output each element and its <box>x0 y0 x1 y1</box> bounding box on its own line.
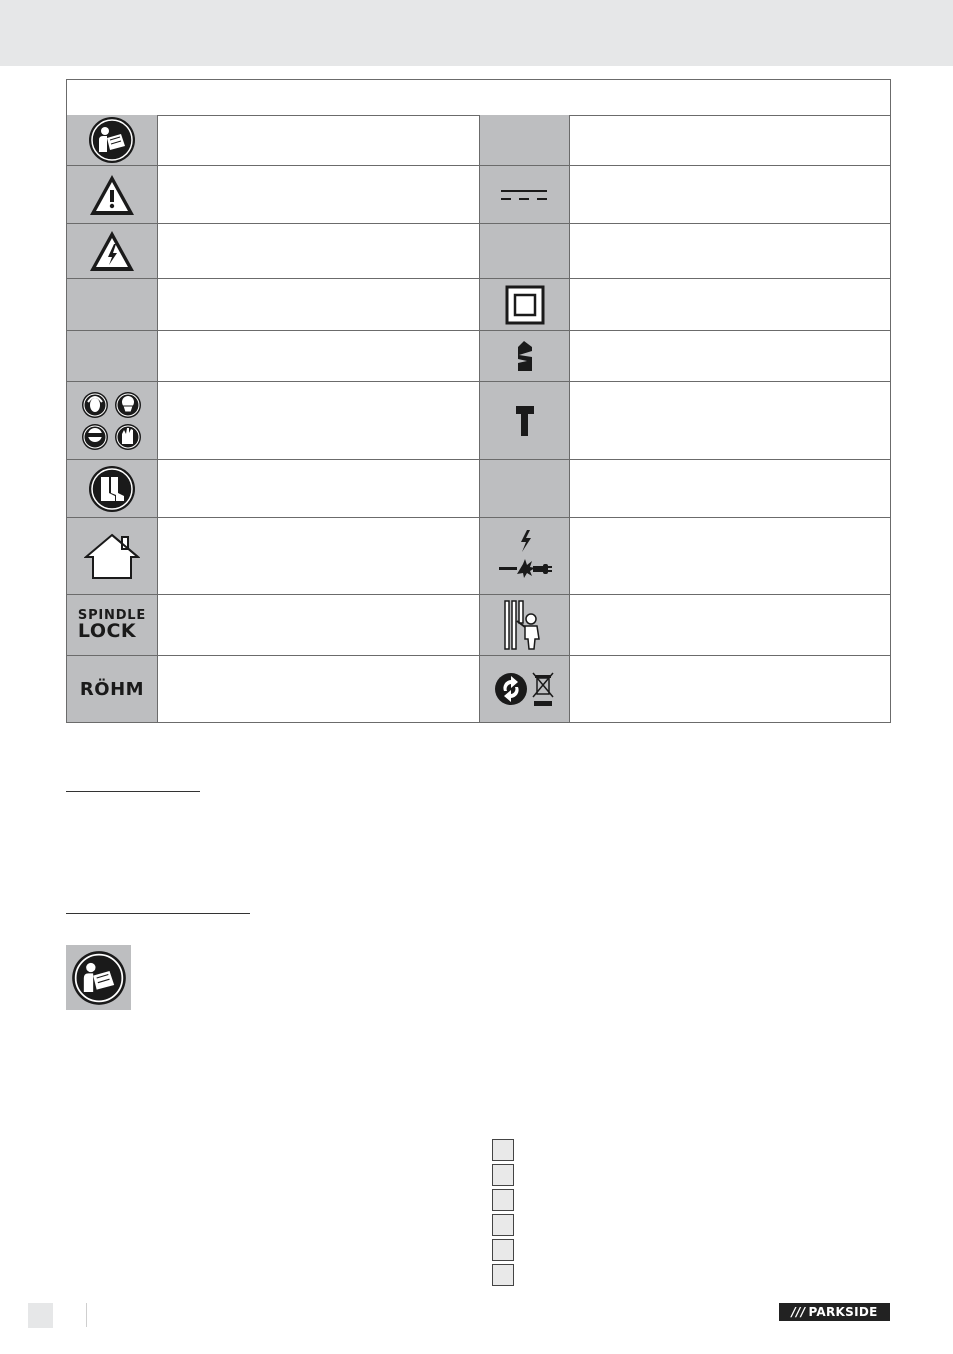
brand-name: PARKSIDE <box>808 1305 878 1319</box>
read-manual-notice-icon <box>66 945 131 1010</box>
blank-symbol-cell <box>480 115 570 165</box>
warning-triangle-icon <box>67 166 158 223</box>
brand-slashes: /// <box>791 1305 806 1319</box>
damaged-cable-icon <box>480 518 570 594</box>
parkside-logo <box>779 1303 890 1321</box>
symbol-row <box>67 224 890 279</box>
direct-current-icon <box>480 166 570 223</box>
symbol-description <box>158 115 480 165</box>
ppe-icons <box>67 382 158 459</box>
symbol-row <box>67 518 890 595</box>
symbol-description <box>570 224 890 278</box>
indoor-use-house-icon <box>67 518 158 594</box>
symbol-description <box>570 460 890 517</box>
symbol-description <box>570 166 890 223</box>
green-dot-recycling-icon <box>495 673 527 705</box>
symbol-description <box>158 595 480 655</box>
electric-shock-warning-icon <box>67 224 158 278</box>
symbol-row <box>67 115 890 166</box>
gloves-icon <box>115 424 141 450</box>
section-heading-underline <box>66 913 250 914</box>
spindle-lock-word2: LOCK <box>77 620 137 642</box>
spindle-lock-word1: SPINDLE <box>77 608 147 623</box>
checklist-box[interactable] <box>492 1164 514 1186</box>
blank-symbol-cell <box>67 279 158 330</box>
symbol-description <box>158 166 480 223</box>
symbol-row <box>67 656 890 722</box>
symbol-description <box>158 518 480 594</box>
blank-symbol-cell <box>67 331 158 381</box>
symbol-table <box>66 79 891 723</box>
symbol-row <box>67 382 890 460</box>
drill-mode-icon <box>480 331 570 381</box>
checklist-box[interactable] <box>492 1189 514 1211</box>
disposal-symbols <box>480 656 570 722</box>
safety-boots-icon <box>67 460 158 517</box>
crossed-bin-icon <box>533 673 553 706</box>
symbol-description <box>570 279 890 330</box>
keep-away-from-children-icon <box>480 595 570 655</box>
symbol-description <box>158 460 480 517</box>
symbol-row <box>67 331 890 382</box>
symbol-description <box>570 518 890 594</box>
spindle-lock-logo <box>67 595 158 655</box>
blank-symbol-cell <box>480 224 570 278</box>
section-heading-underline <box>66 791 200 792</box>
symbol-description <box>158 382 480 459</box>
checklist-box[interactable] <box>492 1214 514 1236</box>
symbol-description <box>570 115 890 165</box>
symbol-description <box>158 279 480 330</box>
checklist-box[interactable] <box>492 1139 514 1161</box>
ear-protection-icon <box>82 392 108 418</box>
symbol-row <box>67 460 890 518</box>
symbol-description <box>158 656 480 722</box>
symbol-description <box>570 382 890 459</box>
hammer-mode-icon <box>480 382 570 459</box>
symbol-row <box>67 279 890 331</box>
symbol-table-header <box>67 80 890 116</box>
symbol-row <box>67 595 890 656</box>
symbol-description <box>570 595 890 655</box>
symbol-description <box>158 331 480 381</box>
scope-of-delivery-checklist <box>492 1139 517 1289</box>
symbol-description <box>158 224 480 278</box>
symbol-description <box>570 331 890 381</box>
symbol-row <box>67 166 890 224</box>
read-manual-icon <box>67 115 158 165</box>
blank-symbol-cell <box>480 460 570 517</box>
header-bar <box>0 0 953 66</box>
checklist-box[interactable] <box>492 1239 514 1261</box>
checklist-box[interactable] <box>492 1264 514 1286</box>
dust-mask-icon <box>115 392 141 418</box>
symbol-description <box>570 656 890 722</box>
eye-protection-icon <box>82 424 108 450</box>
protection-class-ii-icon <box>480 279 570 330</box>
footer-divider <box>86 1303 87 1327</box>
rohm-logo-text: RÖHM <box>79 678 145 700</box>
page-number-box <box>28 1303 53 1328</box>
rohm-logo <box>67 656 158 722</box>
